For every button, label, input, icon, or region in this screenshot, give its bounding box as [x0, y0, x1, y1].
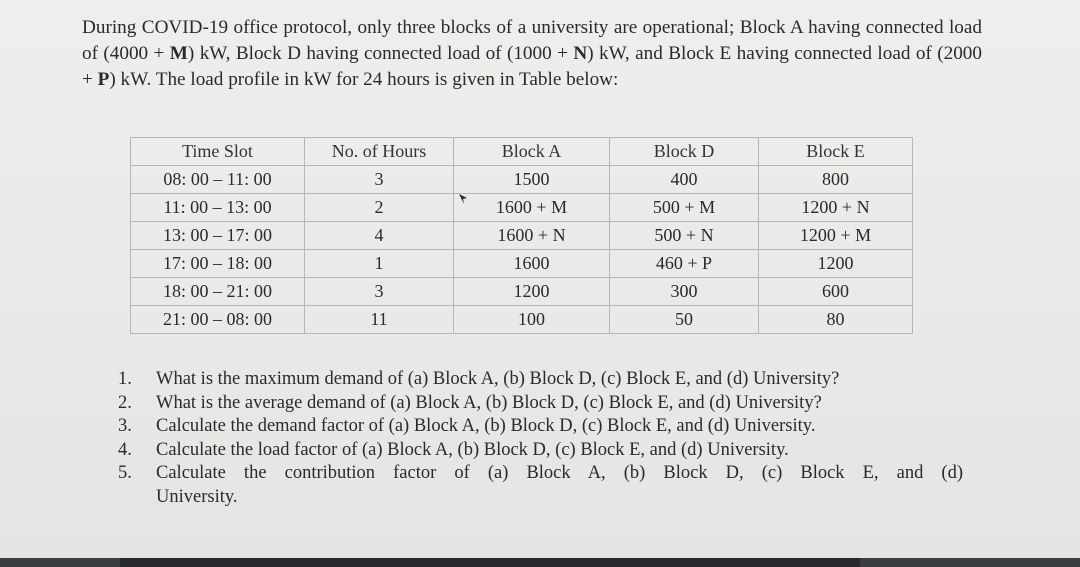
- cell-hours: 4: [305, 222, 454, 250]
- cell-block-a: 1200: [454, 278, 610, 306]
- list-item: [118, 462, 963, 509]
- cell-time-slot: 08: 00 – 11: 00: [131, 166, 305, 194]
- intro-text-4: ) kW. The load profile in kW for 24 hours is given in Table below:: [109, 69, 619, 90]
- cell-hours: 2: [305, 194, 454, 222]
- var-n: N: [573, 43, 588, 64]
- table-row: [131, 250, 913, 278]
- question-text: What is the average demand of (a) Block A, (b) Block D, (c) Block E, and (d) University?: [156, 392, 822, 413]
- cell-hours: 3: [305, 166, 454, 194]
- cell-time-slot: 11: 00 – 13: 00: [131, 194, 305, 222]
- cell-block-d: 300: [610, 278, 759, 306]
- question-number: 4.: [118, 439, 132, 460]
- question-list: [118, 368, 963, 509]
- cell-hours: 11: [305, 306, 454, 334]
- question-text: Calculate the load factor of (a) Block A, (b) Block D, (c) Block E, and (d) University.: [156, 439, 789, 460]
- cell-block-a: 100: [454, 306, 610, 334]
- cell-block-e: 80: [759, 306, 913, 334]
- taskbar-segment: [860, 558, 1080, 567]
- table-header-row: [131, 138, 913, 166]
- cell-block-a: 1600 + N: [454, 222, 610, 250]
- cell-block-e: 1200: [759, 250, 913, 278]
- cell-block-e: 1200 + N: [759, 194, 913, 222]
- var-m: M: [169, 43, 188, 64]
- load-profile-table: [130, 137, 913, 334]
- cell-block-d: 460 + P: [610, 250, 759, 278]
- cell-block-d: 500 + N: [610, 222, 759, 250]
- header-block-a: Block A: [454, 138, 610, 166]
- cell-time-slot: 21: 00 – 08: 00: [131, 306, 305, 334]
- header-hours: No. of Hours: [305, 138, 454, 166]
- list-item: [118, 415, 963, 439]
- question-number: 5.: [118, 463, 132, 483]
- list-item: [118, 392, 963, 416]
- cell-block-d: 500 + M: [610, 194, 759, 222]
- taskbar-segment: [0, 558, 120, 567]
- table-row: [131, 306, 913, 334]
- intro-text-3: ) kW, and Block E having connected load of (2000 +: [82, 43, 982, 90]
- cell-hours: 1: [305, 250, 454, 278]
- question-text: Calculate the demand factor of (a) Block A, (b) Block D, (c) Block E, and (d) University.: [156, 416, 816, 436]
- header-block-e: Block E: [759, 138, 913, 166]
- table-row: [131, 166, 913, 194]
- table-row: [131, 222, 913, 250]
- table-row: [131, 278, 913, 306]
- cell-time-slot: 13: 00 – 17: 00: [131, 222, 305, 250]
- cell-block-e: 600: [759, 278, 913, 306]
- cell-time-slot: 17: 00 – 18: 00: [131, 250, 305, 278]
- question-text-continued: University.: [156, 486, 238, 507]
- list-item: [118, 368, 963, 392]
- cell-block-a: 1600: [454, 250, 610, 278]
- header-block-d: Block D: [610, 138, 759, 166]
- var-p: P: [97, 69, 110, 90]
- cell-block-d: 400: [610, 166, 759, 194]
- cell-hours: 3: [305, 278, 454, 306]
- question-text: What is the maximum demand of (a) Block A, (b) Block D, (c) Block E, and (d) University?: [156, 369, 840, 389]
- cell-block-d: 50: [610, 306, 759, 334]
- table-row: [131, 194, 913, 222]
- intro-text-1: During COVID-19 office protocol, only three blocks of a university are operational; Block A having connected load of (4000 +: [82, 17, 982, 64]
- mouse-pointer-icon: [458, 193, 468, 207]
- question-number: 3.: [118, 416, 132, 436]
- intro-text-2: ) kW, Block D having connected load of (1000 +: [187, 43, 574, 64]
- question-number: 1.: [118, 369, 132, 389]
- bottom-taskbar: [0, 558, 1080, 567]
- header-time-slot: Time Slot: [131, 138, 305, 166]
- cell-block-a: 1500: [454, 166, 610, 194]
- cell-time-slot: 18: 00 – 21: 00: [131, 278, 305, 306]
- question-text: Calculate the contribution factor of (a) Block A, (b) Block D, (c) Block E, and (d): [156, 463, 963, 483]
- problem-statement: [82, 15, 982, 93]
- cell-block-e: 800: [759, 166, 913, 194]
- cell-block-e: 1200 + M: [759, 222, 913, 250]
- question-number: 2.: [118, 392, 132, 413]
- cell-block-a: 1600 + M: [454, 194, 610, 222]
- list-item: [118, 439, 963, 463]
